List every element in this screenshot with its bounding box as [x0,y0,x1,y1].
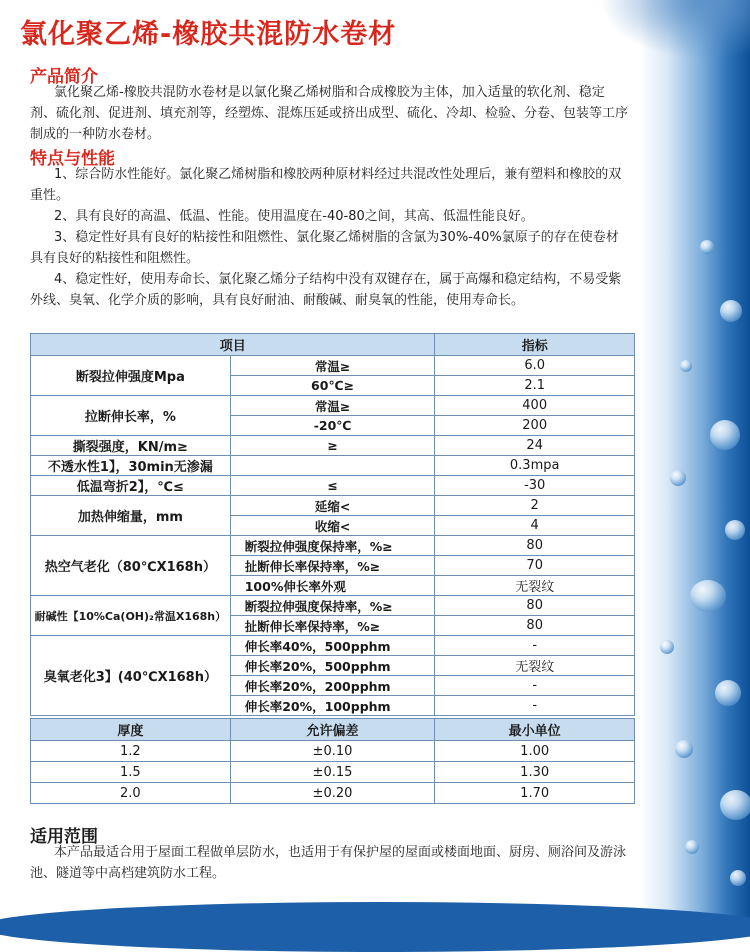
spec-value: 0.3mpa [435,456,635,476]
spec-value: 80 [435,616,635,636]
spec-condition: 伸长率40%，500pphm [230,636,435,656]
usage-heading: 适用范围 [30,827,98,847]
bottom-wave-decoration [0,902,750,952]
spec-condition: 断裂拉伸强度保持率，%≥ [230,536,435,556]
tolerance-deviation: ±0.10 [230,741,435,762]
spec-condition: -20℃ [230,416,435,436]
table-row [31,741,635,762]
table-row [31,396,635,416]
features-heading: 特点与性能 [30,149,115,169]
table-row [31,356,635,376]
spec-item: 断裂拉伸强度Mpa [31,356,231,396]
tolerance-table-header [31,719,635,741]
table-row [31,636,635,656]
spec-item: 不透水性1】，30min无渗漏 [31,456,231,476]
spec-item: 臭氧老化3】(40℃X168h） [31,636,231,716]
spec-value: 2 [435,496,635,516]
spec-item: 耐碱性【10%Ca(OH)₂常温X168h） [31,596,231,636]
spec-value: 80 [435,536,635,556]
spec-condition: 伸长率20%，200pphm [230,676,435,696]
table-row [31,536,635,556]
spec-table [30,333,635,716]
spec-condition: 断裂拉伸强度保持率，%≥ [230,596,435,616]
table-row [31,436,635,456]
spec-value: - [435,696,635,716]
tolerance-header-thickness: 厚度 [31,719,231,741]
feature-item-1: 1、综合防水性能好。氯化聚乙烯树脂和橡胶两种原材料经过共混改性处理后，兼有塑料和橡胶的双重性。 [30,167,622,203]
tolerance-header-deviation: 允许偏差 [230,719,435,741]
spec-condition: 收缩< [230,516,435,536]
spec-value: - [435,636,635,656]
tolerance-header-minimum: 最小单位 [435,719,635,741]
tolerance-thickness: 2.0 [31,783,231,804]
spec-item: 撕裂强度，KN/m≥ [31,436,231,456]
spec-value: 无裂纹 [435,656,635,676]
spec-item: 拉断伸长率，% [31,396,231,436]
feature-item-3: 3、稳定性好具有良好的粘接性和阻燃性、氯化聚乙烯树脂的含氯为30%-40%氯原子的存在使卷材具有良好的粘接性和阻燃性。 [30,230,619,266]
table-row [31,456,635,476]
spec-condition [230,456,435,476]
spec-item: 加热伸缩量，mm [31,496,231,536]
feature-item-4: 4、稳定性好，使用寿命长、氯化聚乙烯分子结构中没有双键存在，属于高爆和稳定结构，不易受紫外线、臭氧、化学介质的影响，具有良好耐油、耐酸碱、耐臭氧的性能，使用寿命长。 [30,272,622,308]
table-row [31,762,635,783]
spec-condition: ≤ [230,476,435,496]
spec-condition: 伸长率20%，500pphm [230,656,435,676]
spec-item: 低温弯折2】，℃≤ [31,476,231,496]
tolerance-table [30,718,635,804]
spec-header-index: 指标 [435,334,635,356]
spec-value: 4 [435,516,635,536]
intro-heading: 产品简介 [30,67,98,87]
usage-text: 本产品最适合用于屋面工程做单层防水，也适用于有保护屋的屋面或楼面地面、厨房、厕浴间及游泳池、隧道等中高档建筑防水工程。 [30,845,627,881]
spec-value: 24 [435,436,635,456]
spec-value: 400 [435,396,635,416]
intro-text: 氯化聚乙烯-橡胶共混防水卷材是以氯化聚乙烯树脂和合成橡胶为主体，加入适量的软化剂、稳定剂、硫化剂、促进剂、填充剂等，经塑炼、混炼压延或挤出成型、硫化、冷却、检验、分卷、包装等工序制成的一种防水卷材。 [30,85,629,142]
table-row [31,496,635,516]
spec-condition: 延缩< [230,496,435,516]
spec-condition: 100%伸长率外观 [230,576,435,596]
table-row [31,783,635,804]
spec-condition: 伸长率20%，100pphm [230,696,435,716]
tolerance-deviation: ±0.20 [230,783,435,804]
tolerance-minimum: 1.00 [435,741,635,762]
spec-condition: 常温≥ [230,396,435,416]
feature-item-2: 2、具有良好的高温、低温、性能。使用温度在-40-80之间，其高、低温性能良好。 [54,209,534,224]
tolerance-thickness: 1.5 [31,762,231,783]
spec-value: - [435,676,635,696]
spec-value: 2.1 [435,376,635,396]
table-row [31,476,635,496]
spec-table-header [31,334,635,356]
tolerance-minimum: 1.30 [435,762,635,783]
tolerance-thickness: 1.2 [31,741,231,762]
spec-value: 无裂纹 [435,576,635,596]
spec-condition: ≥ [230,436,435,456]
spec-condition: 扯断伸长率保持率，%≥ [230,616,435,636]
spec-value: -30 [435,476,635,496]
spec-condition: 60℃≥ [230,376,435,396]
spec-condition: 常温≥ [230,356,435,376]
water-droplets-decoration [640,0,750,924]
tolerance-deviation: ±0.15 [230,762,435,783]
table-row [31,596,635,616]
spec-value: 70 [435,556,635,576]
spec-item: 热空气老化（80℃X168h） [31,536,231,596]
tolerance-minimum: 1.70 [435,783,635,804]
spec-value: 6.0 [435,356,635,376]
spec-value: 80 [435,596,635,616]
spec-value: 200 [435,416,635,436]
spec-condition: 扯断伸长率保持率，%≥ [230,556,435,576]
spec-header-item: 项目 [31,334,435,356]
page-title: 氯化聚乙烯-橡胶共混防水卷材 [20,19,397,50]
